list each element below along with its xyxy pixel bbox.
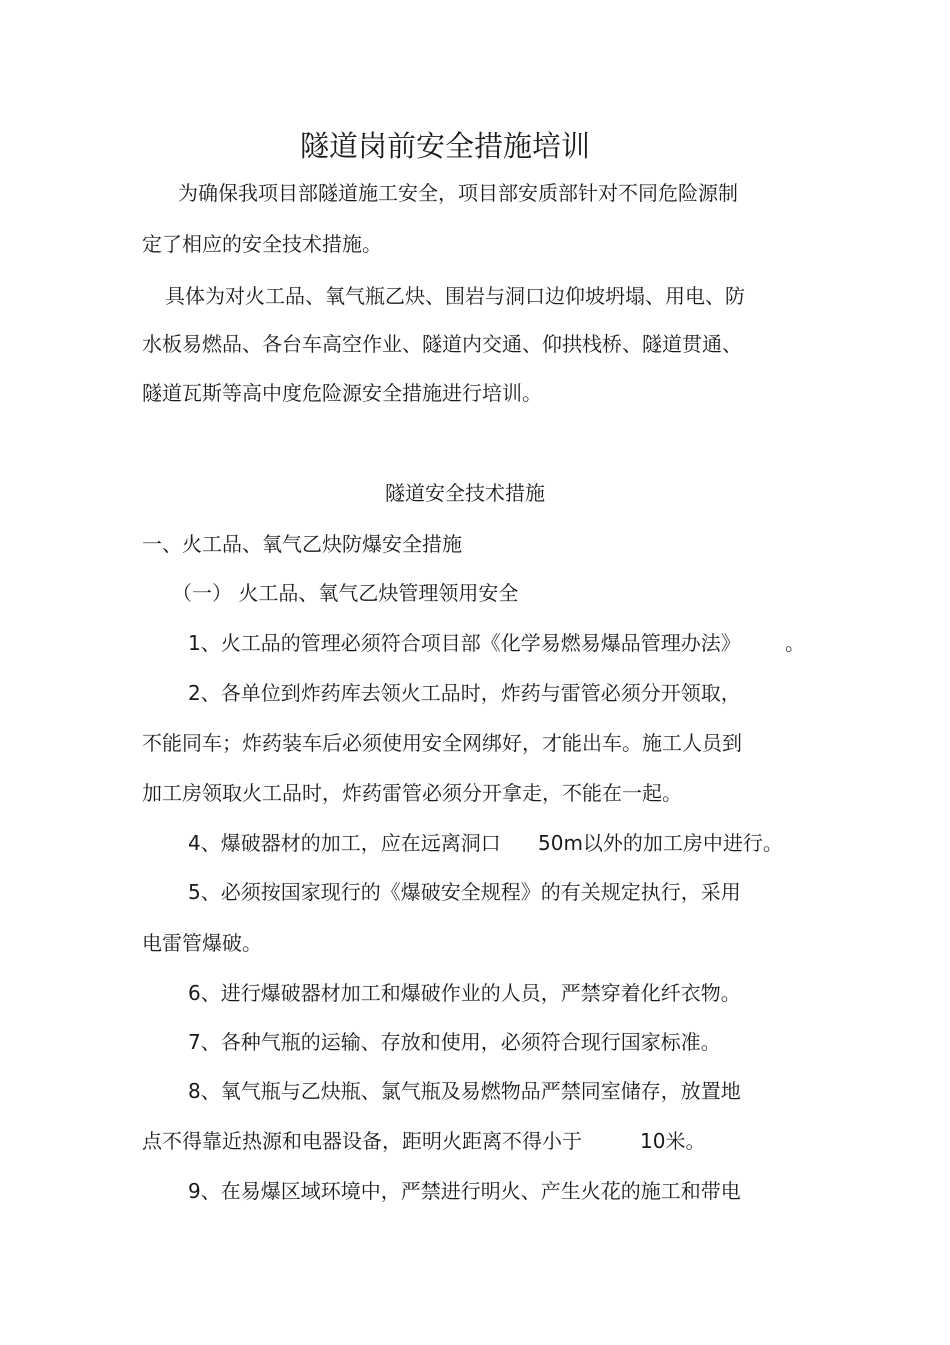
document-title: 隧道岗前安全措施培训 xyxy=(300,129,591,163)
section-title: 隧道安全技术措施 xyxy=(385,481,545,505)
intro-line-2: 定了相应的安全技术措施。 xyxy=(142,232,382,256)
item-2-line-2: 不能同车；炸药装车后必须使用安全网绑好，才能出车。施工人员到 xyxy=(142,731,742,755)
intro-line-1: 为确保我项目部隧道施工安全，项目部安质部针对不同危险源制 xyxy=(178,181,738,205)
item-1: 1、火工品的管理必须符合项目部《化学易燃易爆品管理办法》 xyxy=(188,631,741,655)
subsection-heading-1: （一） 火工品、氧气乙炔管理领用安全 xyxy=(172,581,519,605)
section-heading-1: 一、火工品、氧气乙炔防爆安全措施 xyxy=(142,532,462,556)
intro-line-4: 水板易燃品、各台车高空作业、隧道内交通、仰拱栈桥、隧道贯通、 xyxy=(142,332,742,356)
item-2-line-1: 2、各单位到炸药库去领火工品时，炸药与雷管必须分开领取， xyxy=(188,681,741,705)
item-2-line-3: 加工房领取火工品时，炸药雷管必须分开拿走，不能在一起。 xyxy=(142,781,682,805)
item-1-end: 。 xyxy=(785,631,805,655)
item-8-line-2-end: 10米。 xyxy=(640,1129,706,1153)
intro-line-3: 具体为对火工品、氧气瓶乙炔、围岩与洞口边仰坡坍塌、用电、防 xyxy=(165,284,745,308)
item-8-line-2: 点不得靠近热源和电器设备，距明火距离不得小于 xyxy=(142,1129,582,1153)
item-5-line-2: 电雷管爆破。 xyxy=(142,931,262,955)
item-9-line-1: 9、在易爆区域环境中，严禁进行明火、产生火花的施工和带电 xyxy=(188,1179,741,1203)
item-5-line-1: 5、必须按国家现行的《爆破安全规程》的有关规定执行，采用 xyxy=(188,880,741,904)
item-4-part-1: 4、爆破器材的加工，应在远离洞口 xyxy=(188,831,501,855)
item-6: 6、进行爆破器材加工和爆破作业的人员，严禁穿着化纤衣物。 xyxy=(188,981,741,1005)
item-7: 7、各种气瓶的运输、存放和使用，必须符合现行国家标准。 xyxy=(188,1030,721,1054)
intro-line-5: 隧道瓦斯等高中度危险源安全措施进行培训。 xyxy=(142,381,542,405)
item-8-line-1: 8、氧气瓶与乙炔瓶、氯气瓶及易燃物品严禁同室储存，放置地 xyxy=(188,1079,741,1103)
item-4-part-2: 50m以外的加工房中进行。 xyxy=(538,831,783,855)
